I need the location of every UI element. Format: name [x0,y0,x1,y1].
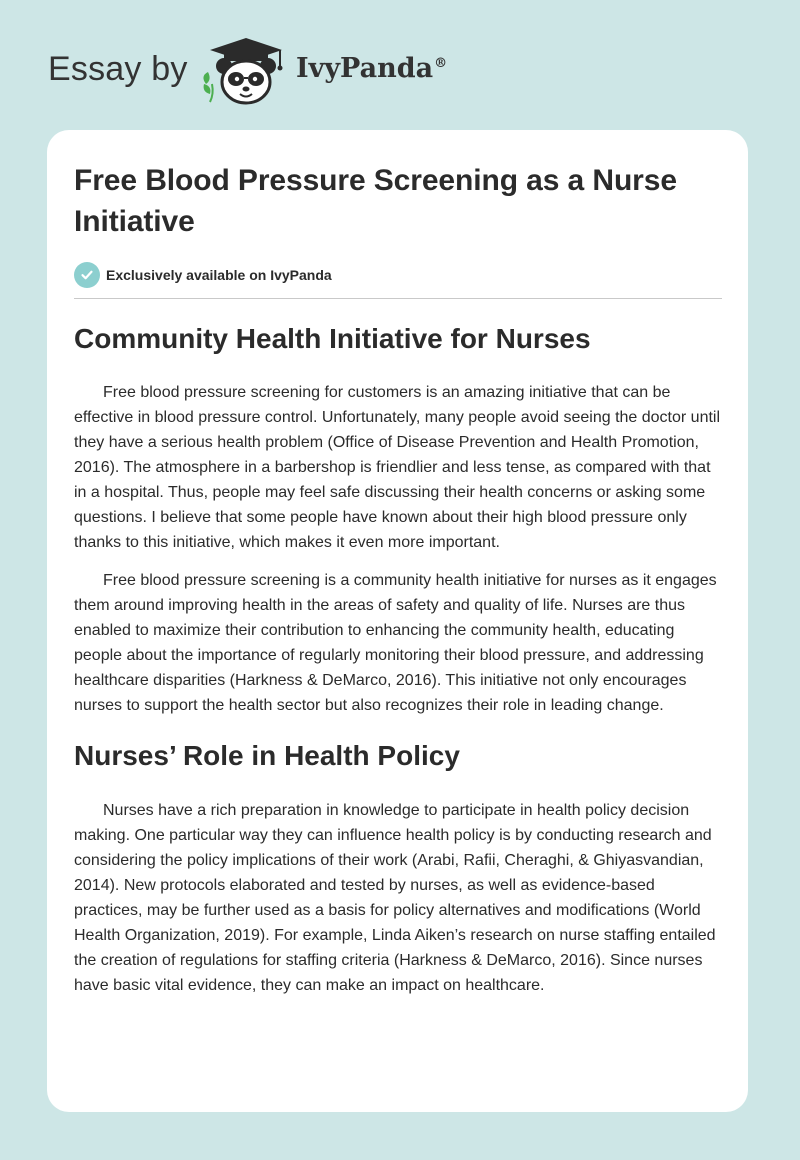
paragraph: Free blood pressure screening is a community health initiative for nurses as it engages them around improving health in the areas of safety and quality of life. Nurses are thus enabled to maximize their contribution to enhancing the community health, educating people about the importance of regularly monitoring their blood pressure, and addressing healthcare disparities (Harkness & DeMarco, 2016). This initiative not only encourages nurses to support the health sector but also recognizes their role in leading change. [74,572,717,714]
check-circle-icon [74,262,100,288]
section-community-health [74,321,722,718]
essay-card [47,130,748,1112]
brand-header [48,36,468,108]
brand-prefix: Essay by [48,50,188,88]
paragraph: Free blood pressure screening for customers is an amazing initiative that can be effective in blood pressure control. Unfortunately, many people avoid seeing the doctor until they have a serious health problem (Office of Disease Prevention and Health Promotion, 2016). The atmosphere in a barbershop is friendlier and less tense, as compared with that in a hospital. Thus, people may feel safe discussing their health concerns or asking some questions. I believe that some people have known about their high blood pressure only thanks to this initiative, which makes it even more important. [74,384,721,551]
section-health-policy [74,738,722,998]
brand-name: IvyPanda® [296,53,448,84]
registered-mark: ® [434,56,448,71]
panda-graduate-logo-icon [200,36,292,108]
essay-content [74,160,722,998]
paragraph: Nurses have a rich preparation in knowledge to participate in health policy decision making. One particular way they can influence health policy is by conducting research and considering the policy implications of their work (Arabi, Rafii, Cheraghi, & Ghiyasvandian, 2014). New protocols elaborated and tested by nurses, as well as evidence-based practices, may be further used as a basis for policy alternatives and modifications (World Health Organization, 2019). For example, Linda Aiken’s research on nurse staffing entailed the creation of regulations for staffing criteria (Harkness & DeMarco, 2016). Since nurses have basic vital evidence, they can make an impact on healthcare. [74,802,716,994]
essay-title: Free Blood Pressure Screening as a Nurse Initiative [74,164,677,238]
section-heading: Community Health Initiative for Nurses [74,323,591,354]
divider [74,298,722,299]
exclusive-badge [74,261,722,289]
badge-text: Exclusively available on IvyPanda [106,267,332,283]
section-heading: Nurses’ Role in Health Policy [74,740,460,771]
